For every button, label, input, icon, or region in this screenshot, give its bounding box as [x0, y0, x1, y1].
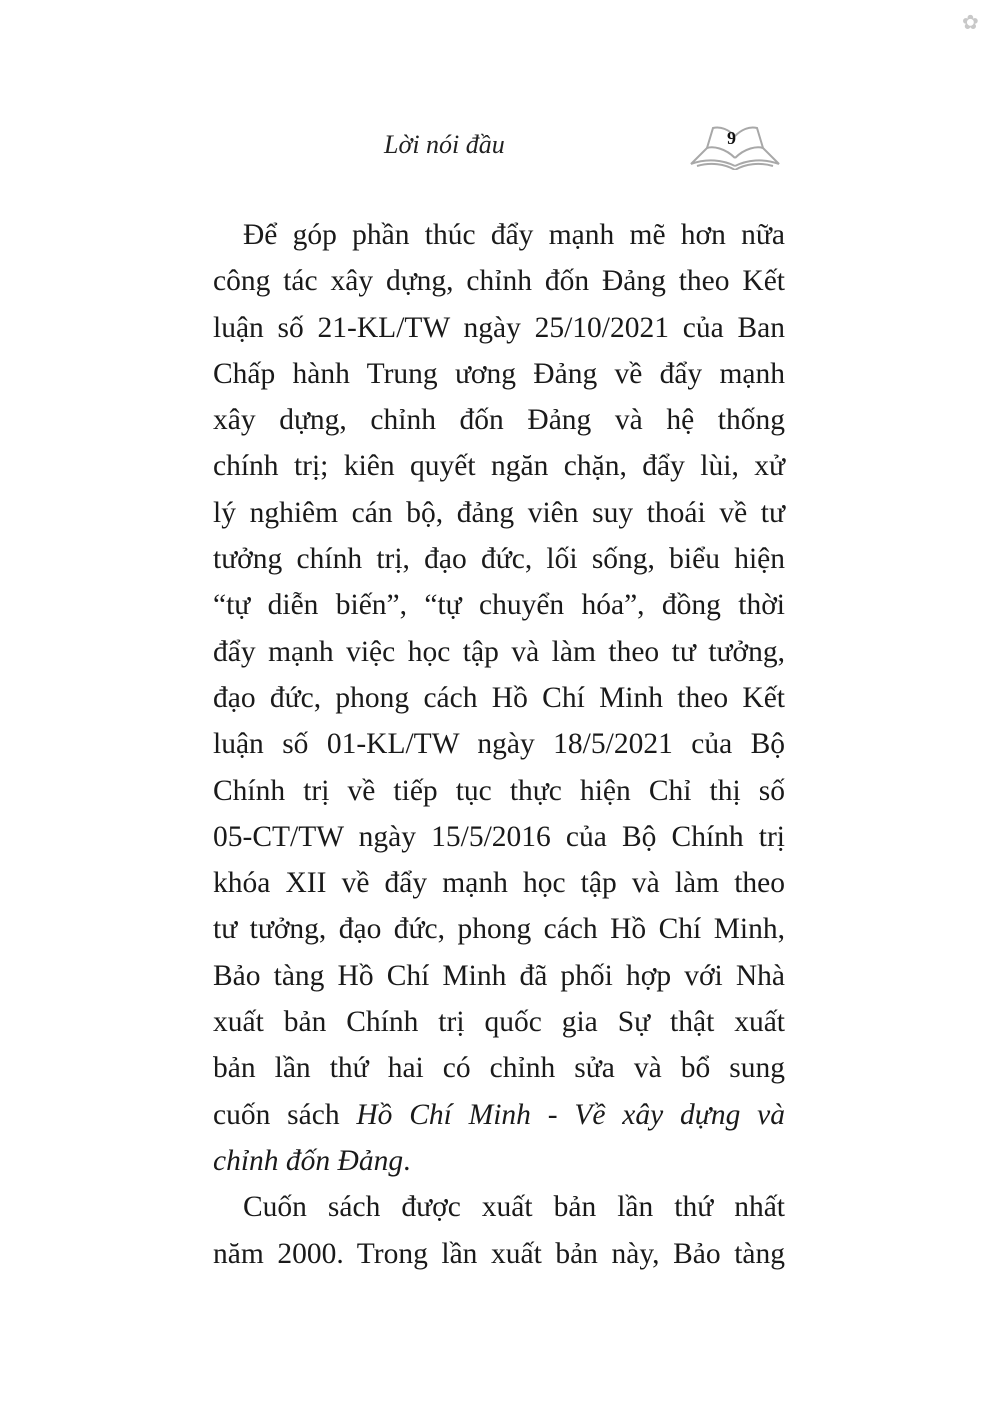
text-line: Để góp phần thúc đẩy mạnh mẽ hơn nữa — [243, 219, 785, 251]
text-line: bản lần thứ hai có chỉnh sửa và bổ sung — [213, 1052, 785, 1085]
text-line: tưởng chính trị, đạo đức, lối sống, biểu hiện — [213, 543, 785, 576]
text-line: tư tưởng, đạo đức, phong cách Hồ Chí Minh, — [213, 913, 785, 946]
text-line-prefix: cuốn sách — [213, 1098, 357, 1131]
text-line: chính trị; kiên quyết ngăn chặn, đẩy lùi, xử — [213, 450, 785, 483]
book-title-part1: Hồ Chí Minh - Về xây dựng và — [356, 1098, 785, 1131]
text-line — [213, 1138, 785, 1184]
book-title-part2: chỉnh đốn Đảng — [213, 1144, 404, 1177]
text-line: luận số 21-KL/TW ngày 25/10/2021 của Ban — [213, 311, 785, 344]
text-line: xây dựng, chỉnh đốn Đảng và hệ thống — [213, 404, 785, 437]
text-line: công tác xây dựng, chỉnh đốn Đảng theo Kết — [213, 265, 785, 298]
page-number: 9 — [727, 128, 736, 148]
text-line: luận số 01-KL/TW ngày 18/5/2021 của Bộ — [213, 728, 785, 761]
text-line-suffix: . — [403, 1144, 411, 1177]
text-line: 05-CT/TW ngày 15/5/2016 của Bộ Chính trị — [213, 820, 785, 853]
text-line: “tự diễn biến”, “tự chuyển hóa”, đồng thời — [213, 589, 785, 622]
flower-ornament-icon: ✿ — [962, 10, 979, 34]
text-line: xuất bản Chính trị quốc gia Sự thật xuất — [213, 1006, 785, 1039]
text-line: lý nghiêm cán bộ, đảng viên suy thoái về tư — [213, 496, 785, 529]
text-line: đạo đức, phong cách Hồ Chí Minh theo Kết — [213, 681, 785, 714]
text-line: năm 2000. Trong lần xuất bản này, Bảo tàng — [213, 1237, 785, 1270]
body-text — [213, 212, 785, 1277]
text-line: Chính trị về tiếp tục thực hiện Chỉ thị số — [213, 774, 785, 807]
text-line — [213, 1092, 785, 1138]
text-line: Bảo tàng Hồ Chí Minh đã phối hợp với Nhà — [213, 959, 785, 992]
text-line: Chấp hành Trung ương Đảng về đẩy mạnh — [213, 357, 785, 390]
text-line: đẩy mạnh việc học tập và làm theo tư tưởng, — [213, 635, 785, 668]
running-title: Lời nói đầu — [384, 130, 505, 159]
text-line: Cuốn sách được xuất bản lần thứ nhất — [243, 1191, 785, 1224]
text-line: khóa XII về đẩy mạnh học tập và làm theo — [213, 867, 785, 900]
